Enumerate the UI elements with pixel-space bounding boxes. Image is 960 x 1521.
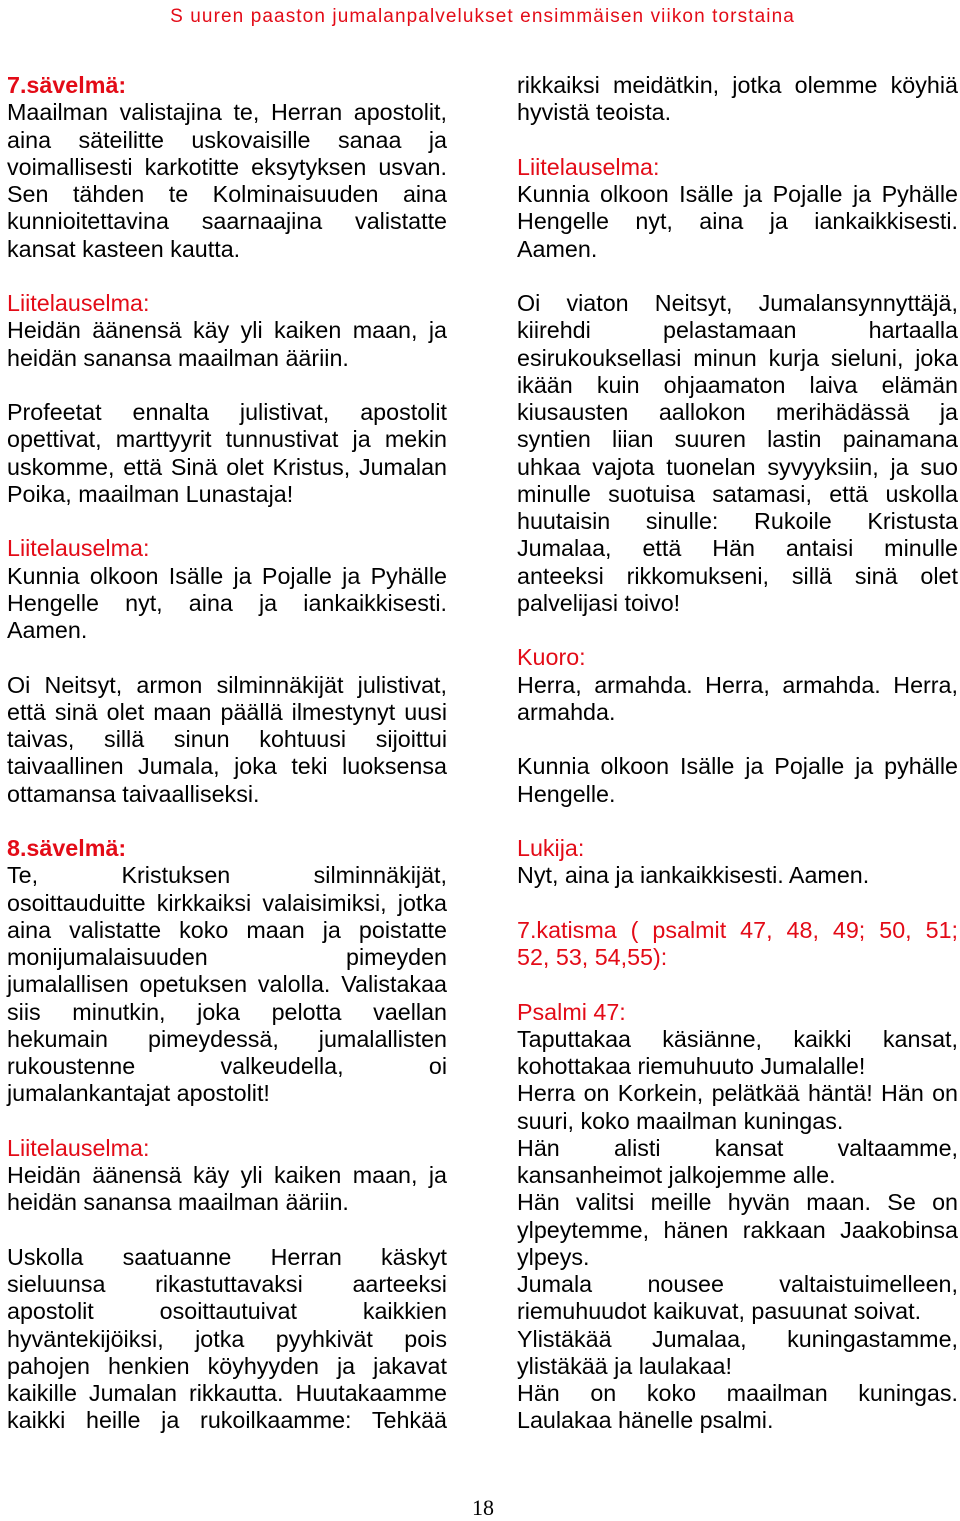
text-line: Profeetat ennalta julistivat, apostolit xyxy=(7,399,447,425)
hymn-block xyxy=(7,1244,447,1435)
text-line: heidän sanansa maailman ääriin. xyxy=(7,344,349,371)
savelma-7-block xyxy=(7,72,447,263)
section-label: Psalmi 47: xyxy=(517,998,626,1025)
psalm-verse xyxy=(517,1380,958,1435)
kathisma-heading-line: 7.katisma ( psalmit 47, 48, 49; 50, 51; xyxy=(517,916,958,943)
text-line: Te, Kristuksen silminnäkijät, xyxy=(7,862,447,889)
text-line: huutaisin sinulle: Rukoile Kristusta xyxy=(517,508,958,534)
text-line: uskomme, että Sinä olet Kristus, Jumalan xyxy=(7,453,447,480)
text-line: Heidän äänensä käy yli kaiken maan, ja xyxy=(7,1162,447,1188)
text-line: esirukouksellasi minun kurja sieluni, joka xyxy=(517,344,958,371)
verse-line: kansanheimot jalkojemme alle. xyxy=(517,1162,836,1188)
verse-line: Jumala nousee valtaistuimelleen, xyxy=(517,1271,958,1297)
text-line: ottamansa taivaalliseksi. xyxy=(7,780,260,807)
text-line: hyväntekijöiksi, jotka pyyhkivät pois xyxy=(7,1325,447,1352)
text-line: kaikille Jumalan rikkautta. Huutakaamme xyxy=(7,1380,447,1406)
text-line: kaikki heille ja rukoilkaamme: Tehkää xyxy=(7,1407,447,1434)
text-line: aina valistatte koko maan ja poistatte xyxy=(7,916,447,943)
verse-line: Herra on Korkein, pelätkää häntä! Hän on xyxy=(517,1080,958,1107)
text-line: Aamen. xyxy=(517,235,598,262)
text-line: Oi Neitsyt, armon silminnäkijät julistivat, xyxy=(7,671,447,698)
text-line: Hengelle nyt, aina ja iankaikkisesti. xyxy=(517,208,958,235)
theotokion-block xyxy=(7,672,447,808)
text-line: taivaallinen Jumala, joka teki luoksensa xyxy=(7,753,447,780)
doxology-block xyxy=(7,535,447,644)
text-line: apostolit osoittautuivat kaikkien xyxy=(7,1298,447,1325)
text-line: Maailman valistajina te, Herran apostolit, xyxy=(7,99,447,126)
refrain-block xyxy=(7,1135,447,1217)
text-line: uhkaa vajota tuonelan syvyyksiin, ja suo xyxy=(517,453,958,480)
text-line: heidän sanansa maailman ääriin. xyxy=(7,1189,349,1216)
text-line: aina säteilitte uskovaisille sanaa ja xyxy=(7,126,447,153)
refrain-block xyxy=(7,290,447,372)
section-label: Lukija: xyxy=(517,835,585,861)
psalm-verse xyxy=(517,1326,958,1381)
text-line: Aamen. xyxy=(7,617,88,643)
text-line: osoittauduitte kirkkaiksi valaisimiksi, jotka xyxy=(7,889,447,916)
running-header: S uuren paaston jumalanpalvelukset ensimmäisen viikon torstaina xyxy=(170,6,795,27)
psalm-47-block xyxy=(517,999,958,1435)
text-line: siis minutkin, joka pelotta vaellan xyxy=(7,998,447,1025)
psalm-verse xyxy=(517,1189,958,1271)
text-line: Jumalaa, että Hän antaisi minulle xyxy=(517,535,958,562)
text-line: Kunnia olkoon Isälle ja Pojalle ja Pyhälle xyxy=(517,181,958,207)
text-line: rukoustenne valkeudella, oi xyxy=(7,1053,447,1079)
section-label: 7.sävelmä: xyxy=(7,72,127,98)
verse-line: ylpeytemme, hänen rakkaan Jaakobinsa xyxy=(517,1216,958,1243)
kathisma-heading-line: 52, 53, 54,55): xyxy=(517,944,668,970)
text-line: monijumalaisuuden pimeyden xyxy=(7,944,447,970)
verse-line: Laulakaa hänelle psalmi. xyxy=(517,1407,774,1434)
text-line: kunnioitettavina saarnaajina valistatte xyxy=(7,208,447,235)
text-line: sieluunsa rikastuttavaksi aarteeksi xyxy=(7,1271,447,1297)
text-line: Nyt, aina ja iankaikkisesti. Aamen. xyxy=(517,862,870,889)
text-line: Kunnia olkoon Isälle ja Pojalle ja Pyhälle xyxy=(7,562,447,589)
text-line: Poika, maailman Lunastaja! xyxy=(7,480,294,507)
text-line: taivas, sillä sinun kohtuusi sijoittui xyxy=(7,726,447,752)
hymn-block xyxy=(7,399,447,508)
section-label: 8.sävelmä: xyxy=(7,835,127,861)
text-line: Hengelle. xyxy=(517,780,616,807)
text-line: minulle suotuisa satamasi, että uskolla xyxy=(517,480,958,507)
text-line: syntien liian suuren lastin painamana xyxy=(517,426,958,453)
text-line: hekumain pimeydessä, jumalallisten xyxy=(7,1025,447,1052)
text-line: että sinä olet maan päällä ilmestynyt uusi xyxy=(7,698,447,725)
verse-line: Hän valitsi meille hyvän maan. Se on xyxy=(517,1189,958,1216)
text-line: hyvistä teoista. xyxy=(517,99,672,126)
hymn-continuation-block xyxy=(517,72,958,127)
text-line: pahojen henkien köyhyyden ja jakavat xyxy=(7,1352,447,1379)
choir-block xyxy=(517,644,958,726)
verse-line: kohottakaa riemuhuuto Jumalalle! xyxy=(517,1053,866,1079)
psalm-verse xyxy=(517,1135,958,1190)
text-line: Heidän äänensä käy yli kaiken maan, ja xyxy=(7,317,447,344)
text-line: ikään kuin ohjaamaton laiva elämän xyxy=(517,371,958,398)
text-line: Hengelle nyt, aina ja iankaikkisesti. xyxy=(7,589,447,616)
text-line: anteeksi rikkomukseni, sillä sinä olet xyxy=(517,562,958,589)
text-line: Kunnia olkoon Isälle ja Pojalle ja pyhälle xyxy=(517,753,958,780)
savelma-8-block xyxy=(7,835,447,1108)
theotokion-block xyxy=(517,290,958,617)
section-label: Liitelauselma: xyxy=(7,1134,150,1161)
verse-line: Hän on koko maailman kuningas. xyxy=(517,1380,958,1406)
text-line: Herra, armahda. Herra, armahda. Herra, xyxy=(517,671,958,698)
text-line: rikkaiksi meidätkin, jotka olemme köyhiä xyxy=(517,72,958,98)
text-line: jumalallisen opetuksen valolla. Valistakaa xyxy=(7,971,447,998)
section-label: Liitelauselma: xyxy=(7,535,150,562)
text-line: Sen tähden te Kolminaisuuden aina xyxy=(7,181,447,207)
section-label: Liitelauselma: xyxy=(517,153,660,180)
psalm-verse xyxy=(517,1271,958,1326)
text-line: voimallisesti karkotitte eksytyksen usvan. xyxy=(7,153,447,180)
text-line: kiusausten aallokon merihädässä ja xyxy=(517,399,958,425)
text-line: opettivat, marttyyrit tunnustivat ja mekin xyxy=(7,426,447,453)
text-line: palvelijasi toivo! xyxy=(517,589,681,616)
text-line: kansat kasteen kautta. xyxy=(7,235,241,262)
verse-line: riemuhuudot kaikuvat, pasuunat soivat. xyxy=(517,1298,922,1325)
section-label: Liitelauselma: xyxy=(7,290,150,316)
verse-line: ylistäkää ja laulakaa! xyxy=(517,1352,732,1379)
glory-block xyxy=(517,753,958,808)
text-line: kiirehdi pelastamaan hartaalla xyxy=(517,317,958,344)
doxology-block xyxy=(517,154,958,263)
left-column xyxy=(7,72,447,1462)
psalm-verse xyxy=(517,1080,958,1135)
text-line: jumalankantajat apostolit! xyxy=(7,1080,270,1107)
verse-line: suuri, koko maailman kuningas. xyxy=(517,1107,844,1134)
verse-line: Hän alisti kansat valtaamme, xyxy=(517,1134,958,1161)
verse-line: Ylistäkää Jumalaa, kuningastamme, xyxy=(517,1325,958,1352)
page-number: 18 xyxy=(472,1495,494,1520)
text-line: Oi viaton Neitsyt, Jumalansynnyttäjä, xyxy=(517,290,958,316)
kathisma-heading-block xyxy=(517,917,958,972)
section-label: Kuoro: xyxy=(517,644,586,671)
reader-block xyxy=(517,835,958,890)
right-column xyxy=(517,72,958,1462)
verse-line: ylpeys. xyxy=(517,1243,590,1270)
text-line: Uskolla saatuanne Herran käskyt xyxy=(7,1243,447,1270)
psalm-verse xyxy=(517,1026,958,1081)
text-line: armahda. xyxy=(517,698,616,725)
verse-line: Taputtakaa käsiänne, kaikki kansat, xyxy=(517,1025,958,1052)
